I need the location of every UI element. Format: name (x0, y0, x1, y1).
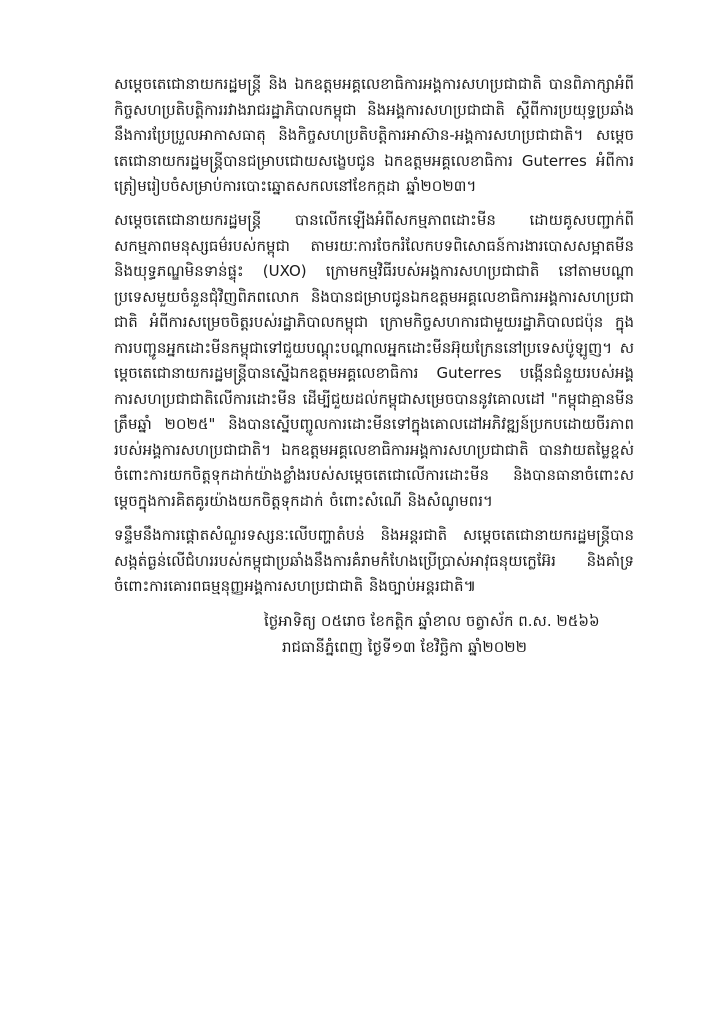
signature-place-line: រាជធានីភ្នំពេញ ថ្ងៃទី១៣ ខែវិច្ឆិកា ឆ្នាំ២០២២ (282, 637, 528, 656)
paragraph-cooperation: សម្តេចតេជោនាយករដ្ឋមន្ត្រី និង ឯកឧត្តមអគ្គលេខាធិការអង្គការសហប្រជាជាតិ បានពិភាក្សាអំពីកិច្ចសហប្រតិបត្តិការរវាងរាជរដ្ឋាភិបាលកម្ពុជា និងអង្គការសហប្រជាជាតិ ស្តីពីការប្រយុទ្ធប្រឆាំងនឹងការប្រែប្រួលអាកាសធាតុ និងកិច្ចសហប្រតិបត្តិការអាស៊ាន-អង្គការសហប្រជាជាតិ។ សម្តេចតេជោនាយករដ្ឋមន្ត្រីបានជម្រាបជោយសង្ខេបជូន ឯកឧត្តមអគ្គលេខាធិការ Guterres អំពីការត្រៀមរៀបចំសម្រាប់ការបោះឆ្នោតសកលនៅខែកក្កដា ឆ្នាំ២០២៣។ (114, 75, 634, 195)
document-body (114, 72, 634, 660)
paragraph-demining: សម្តេចតេជោនាយករដ្ឋមន្ត្រី បានលើកឡើងអំពីសកម្មភាពដោះមីន ដោយគូសបញ្ជាក់ពីសកម្មភាពមនុស្សធម៌របស់កម្ពុជា តាមរយៈការចែករំលែកបទពិសោធន៍ការងារបោសសម្អាតមីន និងយុទ្ធភណ្ឌមិនទាន់ផ្ទុះ (UXO) ក្រោមកម្មវិធីរបស់អង្គការសហប្រជាជាតិ នៅតាមបណ្តាប្រទេសមួយចំនួនជុំវិញពិភពលោក និងបានជម្រាបជូនឯកឧត្តមអគ្គលេខាធិការអង្គការសហប្រជាជាតិ អំពីការសម្រេចចិត្តរបស់រដ្ឋាភិបាលកម្ពុជា ក្រោមកិច្ចសហការជាមួយរដ្ឋាភិបាលជប៉ុន ក្នុងការបញ្ជូនអ្នកដោះមីនកម្ពុជាទៅជួយបណ្តុះបណ្តាលអ្នកដោះមីនអ៊ុយក្រែននៅប្រទេសប៉ូឡូញ។ សម្តេចតេជោនាយករដ្ឋមន្ត្រីបានស្នើឯកឧត្តមអគ្គលេខាធិការ Guterres បង្កើនជំនួយរបស់អង្គការសហប្រជាជាតិលើការដោះមីន ដើម្បីជួយដល់កម្ពុជាសម្រេចបាននូវគោលដៅ "កម្ពុជាគ្មានមីនត្រឹមឆ្នាំ ២០២៥" និងបានស្នើបញ្ចូលការដោះមីនទៅក្នុងគោលដៅអភិវឌ្ឍន៍ប្រកបដោយចីរភាពរបស់អង្គការសហប្រជាជាតិ។ ឯកឧត្តមអគ្គលេខាធិការអង្គការសហប្រជាជាតិ បានវាយតម្លៃខ្ពស់ចំពោះការយកចិត្តទុកដាក់យ៉ាងខ្លាំងរបស់សម្តេចតេជោលើការដោះមីន និងបានធានាចំពោះសម្តេចក្នុងការគិតគូរយ៉ាងយកចិត្តទុកដាក់ ចំពោះសំណើ និងសំណូមពរ។ (114, 211, 634, 510)
signature-date-line: ថ្ងៃអាទិត្យ ០៥រោច ខែកត្តិក ឆ្នាំខាល ចត្វាស័ក ព.ស. ២៥៦៦ (264, 612, 600, 630)
paragraph-regional-issues: ទន្ទឹមនឹងការផ្តោតសំណួរទស្សនៈលើបញ្ហាតំបន់ និងអន្តរជាតិ សម្តេចតេជោនាយករដ្ឋមន្ត្រីបានសង្កត់ធ្ងន់លើជំហររបស់កម្ពុជាប្រឆាំងនឹងការគំរាមកំហែងប្រើប្រាស់អាវុធនុយក្លេអ៊ែរ និងគាំទ្រចំពោះការគោរពធម្មនុញ្ញអង្គការសហប្រជាជាតិ និងច្បាប់អន្តរជាតិ៕ (114, 526, 634, 595)
